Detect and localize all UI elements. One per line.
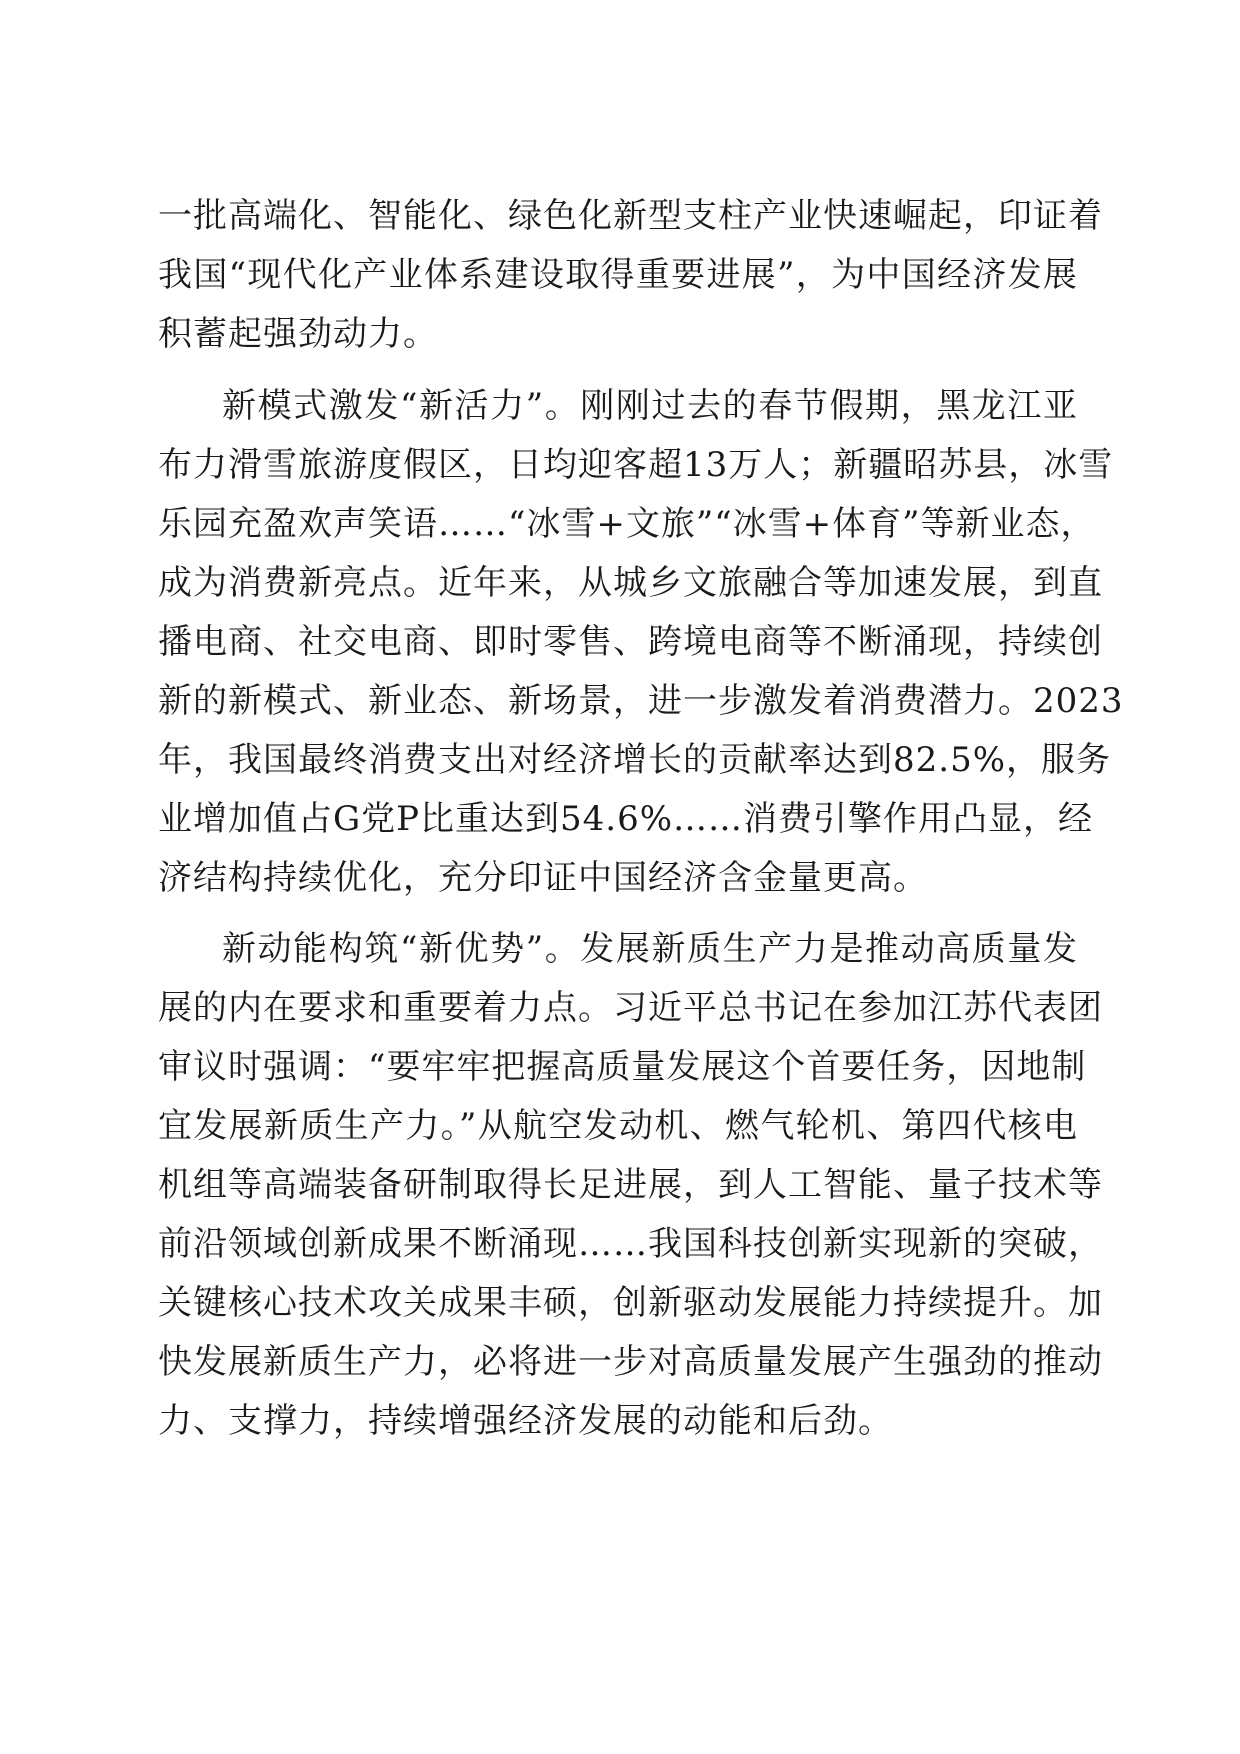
text-line: 布力滑雪旅游度假区，日均迎客超13万人；新疆昭苏县，冰雪 xyxy=(158,445,1114,485)
text-line: 济结构持续优化，充分印证中国经济含金量更高。 xyxy=(158,858,928,898)
text-line: 快发展新质生产力，必将进一步对高质量发展产生强劲的推动 xyxy=(158,1342,1103,1382)
text-line: 展的内在要求和重要着力点。习近平总书记在参加江苏代表团 xyxy=(158,988,1103,1028)
text-line: 播电商、社交电商、即时零售、跨境电商等不断涌现，持续创 xyxy=(158,622,1103,662)
paragraph-first-line: 新动能构筑“新优势”。发展新质生产力是推动高质量发 xyxy=(222,929,1078,969)
text-line: 宜发展新质生产力。”从航空发动机、燃气轮机、第四代核电 xyxy=(158,1106,1078,1146)
text-line: 机组等高端装备研制取得长足进展，到人工智能、量子技术等 xyxy=(158,1165,1103,1205)
text-line: 一批高端化、智能化、绿色化新型支柱产业快速崛起，印证着 xyxy=(158,196,1103,236)
text-line: 关键核心技术攻关成果丰硕，创新驱动发展能力持续提升。加 xyxy=(158,1283,1103,1323)
paragraph-first-line: 新模式激发“新活力”。刚刚过去的春节假期，黑龙江亚 xyxy=(222,386,1078,426)
text-line: 成为消费新亮点。近年来，从城乡文旅融合等加速发展，到直 xyxy=(158,563,1103,603)
text-line: 年，我国最终消费支出对经济增长的贡献率达到82.5%，服务 xyxy=(158,740,1112,780)
text-line: 前沿领域创新成果不断涌现……我国科技创新实现新的突破， xyxy=(158,1224,1103,1264)
text-line: 审议时强调：“要牢牢把握高质量发展这个首要任务，因地制 xyxy=(158,1047,1087,1087)
text-line: 业增加值占G党P比重达到54.6%……消费引擎作用凸显，经 xyxy=(158,799,1094,839)
text-line: 乐园充盈欢声笑语……“冰雪+文旅”“冰雪+体育”等新业态， xyxy=(158,504,1096,544)
text-line: 我国“现代化产业体系建设取得重要进展”，为中国经济发展 xyxy=(158,255,1078,295)
text-line: 新的新模式、新业态、新场景，进一步激发着消费潜力。2023 xyxy=(158,681,1124,721)
text-line: 积蓄起强劲动力。 xyxy=(158,314,438,354)
text-line: 力、支撑力，持续增强经济发展的动能和后劲。 xyxy=(158,1401,893,1441)
